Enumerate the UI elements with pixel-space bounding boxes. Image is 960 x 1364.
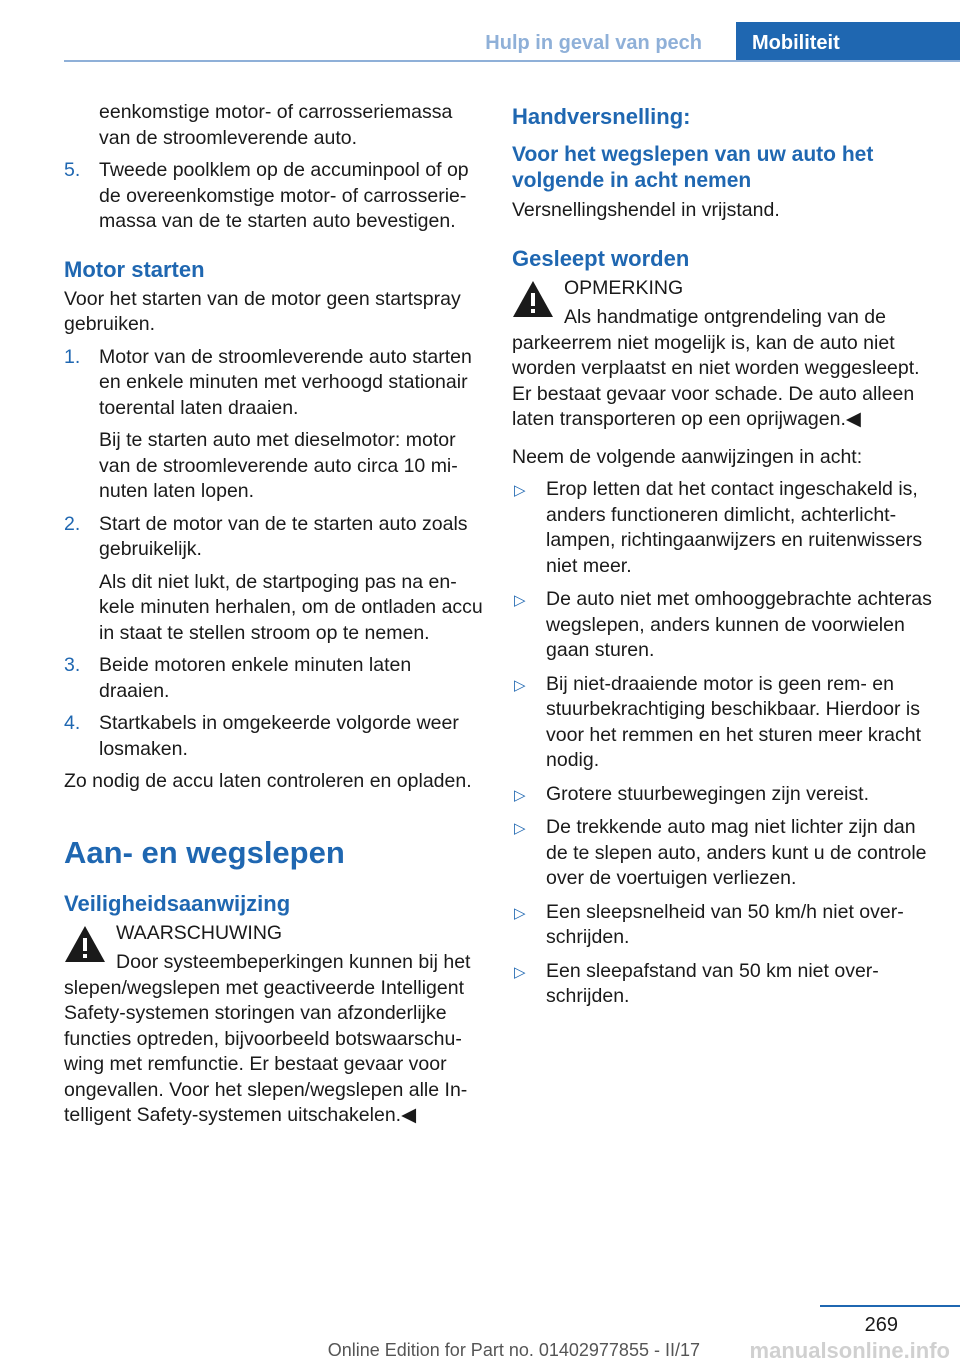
bullet-text: Een sleepsnelheid van 50 km/h niet overschrijden. [546, 900, 904, 948]
right-column [512, 100, 932, 1018]
warning-box [64, 921, 484, 1129]
triangle-bullet-icon: ▷ [514, 904, 526, 922]
header-chapter-tab: Mobiliteit [736, 22, 960, 62]
versnelling-text: Versnellingshendel in vrijstand. [512, 199, 780, 221]
list-number: 3. [64, 654, 81, 676]
step-extra: Bij te starten auto met dieselmotor: motor van de stroomleverende auto circa 10 minuten laten lopen. [99, 429, 458, 502]
heading-gesleept-worden: Gesleept worden [512, 245, 690, 271]
heading-aan-en-wegslepen: Aan- en wegslepen [64, 834, 345, 870]
page-header [0, 0, 960, 62]
list-item [512, 587, 932, 664]
step-text: Start de motor van de te starten auto zoals gebruikelijk. [99, 512, 468, 560]
heading-handversnelling: Handversnelling: [512, 104, 691, 129]
triangle-bullet-icon: ▷ [514, 676, 526, 694]
step-3 [64, 653, 484, 704]
warning-triangle-icon [64, 925, 106, 963]
list-item-5 [64, 158, 484, 235]
step-extra: Als dit niet lukt, de startpoging pas na enkele minuten herhalen, om de ontladen accu in staat te stellen stroom op te nemen. [99, 570, 483, 644]
triangle-bullet-icon: ▷ [514, 786, 526, 804]
heading-voor-het-wegslepen: Voor het wegslepen van uw auto het volgende in acht nemen [512, 143, 874, 192]
warning-title: WAARSCHUWING [116, 921, 283, 944]
list-number: 5. [64, 159, 81, 181]
page-number: 269 [864, 1314, 898, 1336]
bullet-text: Grotere stuurbewegingen zijn vereist. [546, 782, 869, 805]
watermark: manualsonline.info [749, 1338, 950, 1363]
note-title: OPMERKING [564, 276, 684, 299]
hints-intro: Neem de volgende aanwijzingen in acht: [512, 445, 863, 468]
list-item [512, 815, 932, 892]
list-item [512, 477, 932, 579]
warning-triangle-icon [512, 280, 554, 318]
list-item [512, 782, 932, 808]
heading-veiligheidsaanwijzing: Veiligheidsaanwijzing [64, 890, 291, 916]
list-item [512, 672, 932, 774]
step-1 [64, 345, 484, 505]
list-item [512, 900, 932, 951]
triangle-bullet-icon: ▷ [514, 963, 526, 981]
warning-text: Door systeembeperkingen kunnen bij het slepen/wegslepen met geactiveerde Intelligent Safety-systemen storingen van afzonderlijke functies optreden, bijvoorbeeld botswaarschuwing met remfunctie. Er bestaat gevaar voor ongevallen. Voor het slepen/wegslepen alle Intelligent Safety-systemen uitschakelen.◀ [64, 951, 471, 1126]
step-text: Startkabels in omgekeerde volgorde weer losmaken. [99, 712, 459, 760]
bullet-text: De trekkende auto mag niet lichter zijn dan de te slepen auto, anders kunt u de controle over de voertuigen verliezen. [546, 816, 927, 889]
bullet-text: De auto niet met omhooggebrachte achteras wegslepen, anders kunnen de voorwielen gaan sturen. [546, 588, 932, 661]
list-item [512, 959, 932, 1010]
heading-motor-starten: Motor starten [64, 256, 205, 282]
list-number: 4. [64, 712, 81, 734]
step-4 [64, 711, 484, 762]
bullet-text: Erop letten dat het contact ingeschakeld is, anders functioneren dimlicht, achterlichtlampen, richtingaanwijzers en ruitenwissers niet meer. [546, 478, 923, 577]
continued-text: eenkomstige motor- of carrosseriemassa van de stroomleverende auto. [99, 101, 453, 149]
step-text: Beide motoren enkele minuten laten draaien. [99, 654, 412, 702]
note-box [512, 276, 932, 433]
footer-rule [820, 1305, 960, 1307]
header-section-title: Hulp in geval van pech [485, 32, 702, 54]
step-2 [64, 512, 484, 647]
triangle-bullet-icon: ▷ [514, 482, 526, 499]
bullet-text: Bij niet-draaiende motor is geen rem- en stuurbekrachtiging beschikbaar. Hierdoor is voor het remmen en het sturen meer kracht nodig. [546, 672, 922, 771]
list-number: 2. [64, 512, 81, 535]
edition-text: Online Edition for Part no. 01402977855 - II/17 [327, 1340, 700, 1360]
list-number: 1. [64, 345, 81, 368]
left-column [64, 100, 484, 1136]
motor-starten-intro: Voor het starten van de motor geen startspray gebruiken. [64, 287, 461, 335]
list-text: Tweede poolklem op de accuminpool of op de overeenkomstige motor- of carrosseriemassa van de te starten auto bevestigen. [99, 159, 469, 232]
step-text: Motor van de stroomleverende auto starten en enkele minuten met verhoogd stationair toerental laten draaien. [99, 345, 472, 419]
bullet-text: Een sleepafstand van 50 km niet overschrijden. [546, 959, 879, 1007]
header-rule [64, 60, 960, 62]
triangle-bullet-icon: ▷ [514, 592, 526, 609]
note-text: Als handmatige ontgrendeling van de parkeerrem niet mogelijk is, kan de auto niet worden verplaatst en niet worden weggesleept. Er bestaat gevaar voor schade. De auto alleen laten transporteren op een oprijwagen.◀ [512, 306, 920, 430]
accu-note: Zo nodig de accu laten controleren en opladen. [64, 770, 472, 792]
triangle-bullet-icon: ▷ [514, 820, 526, 837]
